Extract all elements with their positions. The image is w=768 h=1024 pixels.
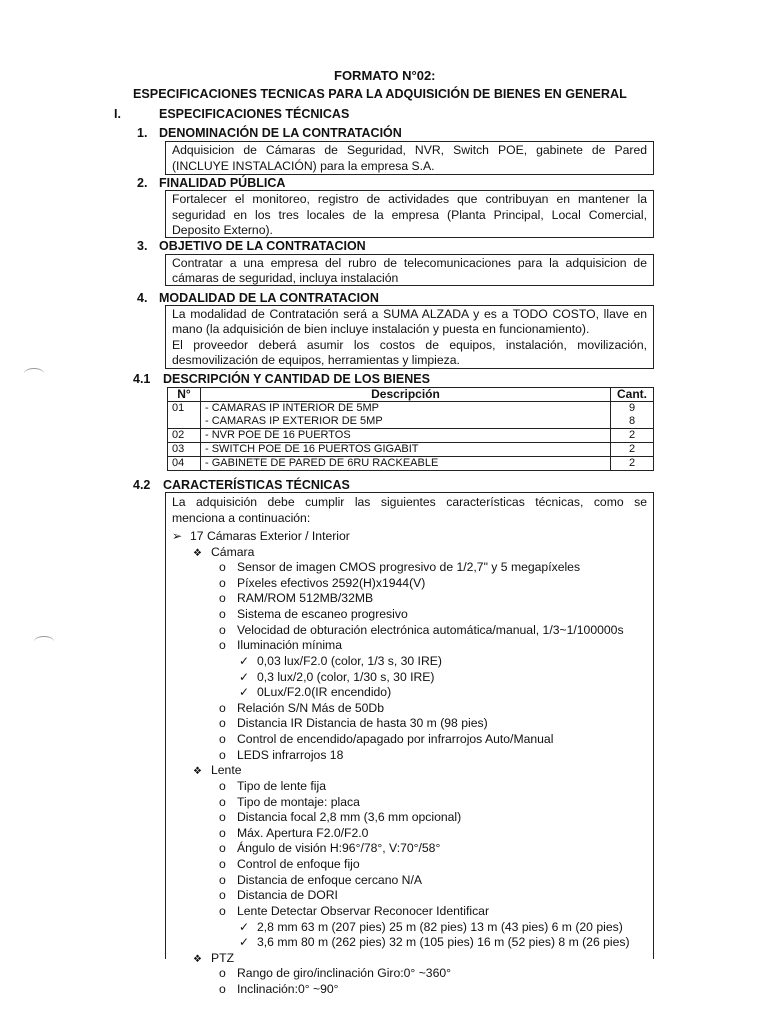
item-description: - CAMARAS IP INTERIOR DE 5MP	[201, 402, 611, 416]
bullet-icon: o	[219, 747, 226, 762]
text-line: seguridad en los tres locales de la empresa (Planta Principal, Local Comercial,	[172, 208, 647, 222]
text-line: (INCLUYE INSTALACIÓN) para la empresa S.A.	[172, 159, 435, 173]
bullet-icon: o	[219, 591, 226, 606]
spec-item-text: PTZ	[211, 950, 235, 965]
bullet-icon: o	[219, 857, 226, 872]
table-row	[168, 402, 654, 416]
item-description: - SWITCH POE DE 16 PUERTOS GIGABIT	[201, 443, 611, 457]
table-row	[168, 457, 654, 471]
text-line: Deposito Externo).	[172, 223, 273, 237]
spec-item-text: Control de encendido/apagado por infrarrojos Auto/Manual	[237, 732, 554, 747]
spec-item-text: Iluminación mínima	[237, 638, 342, 653]
subsection-number: 1.	[137, 126, 148, 140]
bullet-icon: o	[219, 903, 226, 918]
spec-item	[239, 685, 391, 701]
spec-item	[219, 826, 368, 842]
subsection-title: MODALIDAD DE LA CONTRATACION	[159, 291, 379, 305]
subsection-number: 4.2	[133, 478, 151, 492]
contract-name-box	[165, 141, 654, 175]
format-title: FORMATO N°02:	[334, 68, 436, 83]
spec-item	[193, 763, 242, 780]
spec-item-text: 2,8 mm 63 m (207 pies) 25 m (82 pies) 13 m (43 pies) 6 m (20 pies)	[257, 919, 623, 934]
spec-item-text: Sistema de escaneo progresivo	[237, 607, 408, 622]
bullet-icon: o	[219, 794, 226, 809]
spec-item-text: RAM/ROM 512MB/32MB	[237, 591, 374, 606]
item-description: - NVR POE DE 16 PUERTOS	[201, 429, 611, 443]
bullet-icon: ✓	[239, 685, 250, 700]
spec-item	[193, 951, 234, 968]
spec-item-text: Lente Detectar Observar Reconocer Identificar	[237, 903, 489, 918]
subsection-title: DESCRIPCIÓN Y CANTIDAD DE LOS BIENES	[163, 372, 430, 386]
bullet-icon: o	[219, 841, 226, 856]
subsection-title: FINALIDAD PÚBLICA	[159, 176, 286, 190]
spec-item	[219, 591, 373, 607]
bullet-icon: o	[219, 966, 226, 981]
spec-item	[219, 888, 338, 904]
spec-item-text: Relación S/N Más de 50Db	[237, 700, 384, 715]
scan-mark	[24, 368, 44, 379]
subsection-title: DENOMINACIÓN DE LA CONTRATACIÓN	[159, 126, 402, 140]
spec-item	[239, 670, 435, 686]
text-line: La adquisición debe cumplir las siguientes características técnicas, como se	[172, 495, 647, 509]
subsection-number: 4.	[137, 291, 148, 305]
subsection-title: CARACTERÍSTICAS TÉCNICAS	[163, 478, 350, 492]
section-number: I.	[114, 107, 121, 121]
text-line: La modalidad de Contratación será a SUMA ALZADA y es a TODO COSTO, llave en	[172, 307, 647, 321]
spec-item	[219, 810, 461, 826]
spec-item	[219, 576, 425, 592]
bullet-icon: o	[219, 716, 226, 731]
scan-mark	[34, 636, 54, 647]
spec-item	[219, 841, 440, 857]
text-line: El proveedor deberá asumir los costos de equipos, instalación, movilización,	[172, 338, 647, 352]
bullet-icon: o	[219, 607, 226, 622]
spec-item	[219, 857, 360, 873]
text-line: menciona a continuación:	[172, 511, 311, 525]
item-number: 01	[168, 402, 201, 429]
spec-item	[239, 654, 442, 670]
spec-item-text: Sensor de imagen CMOS progresivo de 1/2,7" y 5 megapíxeles	[237, 560, 581, 575]
bullet-icon: o	[219, 575, 226, 590]
spec-item-text: Rango de giro/inclinación Giro:0° ~360°	[237, 966, 452, 981]
spec-item-text: 0,3 lux/2,0 (color, 1/30 s, 30 IRE)	[257, 669, 435, 684]
bullet-icon: o	[219, 560, 226, 575]
spec-item-text: LEDS infrarrojos 18	[237, 747, 344, 762]
purpose-box	[165, 190, 654, 238]
spec-item-text: Tipo de montaje: placa	[237, 794, 360, 809]
bullet-icon: ✓	[239, 653, 250, 668]
spec-item-text: Distancia IR Distancia de hasta 30 m (98 pies)	[237, 716, 488, 731]
technical-specs-box	[165, 492, 654, 996]
spec-item-text: Inclinación:0° ~90°	[237, 981, 339, 996]
document-title: ESPECIFICACIONES TECNICAS PARA LA ADQUISICIÓN DE BIENES EN GENERAL	[133, 87, 627, 101]
item-number: 03	[168, 443, 201, 457]
item-quantity: 2	[611, 457, 654, 471]
spec-item-text: Distancia de enfoque cercano N/A	[237, 872, 422, 887]
spec-item-text: Ángulo de visión H:96°/78°, V:70°/58°	[237, 841, 441, 856]
item-quantity: 8	[611, 415, 654, 429]
bullet-icon: o	[219, 638, 226, 653]
spec-item-text: 0,03 lux/F2.0 (color, 1/3 s, 30 IRE)	[257, 653, 442, 668]
bullet-icon: o	[219, 778, 226, 793]
spec-item-text: Lente	[211, 763, 242, 778]
spec-item	[193, 545, 254, 562]
spec-item	[219, 623, 624, 639]
item-number: 04	[168, 457, 201, 471]
spec-item-text: Velocidad de obturación electrónica automática/manual, 1/3~1/100000s	[237, 622, 624, 637]
spec-item	[219, 795, 360, 811]
item-quantity: 2	[611, 443, 654, 457]
column-header-quantity: Cant.	[611, 388, 654, 402]
spec-item	[172, 529, 350, 545]
spec-item-text: Tipo de lente fija	[237, 778, 326, 793]
goods-table	[167, 387, 654, 471]
table-row	[168, 443, 654, 457]
table-row	[168, 429, 654, 443]
item-quantity: 9	[611, 402, 654, 416]
text-line: Fortalecer el monitoreo, registro de actividades que contribuyan en mantener la	[172, 192, 647, 206]
bullet-icon: ❖	[193, 547, 202, 559]
section-title: ESPECIFICACIONES TÉCNICAS	[159, 107, 350, 121]
spec-item	[219, 982, 339, 998]
text-line: mano (la adquisición de bien incluye instalación y puesta en funcionamiento).	[172, 322, 590, 336]
table-row	[168, 415, 654, 429]
spec-item	[219, 779, 326, 795]
item-description: - GABINETE DE PARED DE 6RU RACKEABLE	[201, 457, 611, 471]
item-number: 02	[168, 429, 201, 443]
spec-item-text: Cámara	[211, 544, 255, 559]
spec-item	[219, 701, 384, 717]
text-line: cámaras de seguridad, incluya instalación	[172, 271, 399, 285]
spec-item	[219, 873, 422, 889]
bullet-icon: o	[219, 825, 226, 840]
objective-box	[165, 254, 654, 286]
bullet-icon: ❖	[193, 953, 202, 965]
subsection-number: 2.	[137, 176, 148, 190]
bullet-icon: o	[219, 810, 226, 825]
item-description: - CAMARAS IP EXTERIOR DE 5MP	[201, 415, 611, 429]
bullet-icon: o	[219, 888, 226, 903]
spec-item-text: 17 Cámaras Exterior / Interior	[190, 529, 350, 543]
spec-item	[219, 966, 451, 982]
bullet-icon: o	[219, 981, 226, 996]
spec-item-text: 3,6 mm 80 m (262 pies) 32 m (105 pies) 16 m (52 pies) 8 m (26 pies)	[257, 935, 630, 950]
bullet-icon: ❖	[193, 766, 202, 778]
text-line: Contratar a una empresa del rubro de telecomunicaciones para la adquisicion de	[172, 256, 647, 270]
spec-item	[239, 935, 630, 951]
spec-item-text: Distancia focal 2,8 mm (3,6 mm opcional)	[237, 810, 462, 825]
spec-item	[219, 560, 580, 576]
spec-item-text: Distancia de DORI	[237, 888, 338, 903]
spec-item	[239, 920, 623, 936]
bullet-icon: o	[219, 872, 226, 887]
bullet-icon: ✓	[239, 669, 250, 684]
spec-item-text: Control de enfoque fijo	[237, 857, 360, 872]
spec-item-text: Máx. Apertura F2.0/F2.0	[237, 825, 369, 840]
subsection-title: OBJETIVO DE LA CONTRATACION	[159, 239, 366, 253]
bullet-icon: o	[219, 732, 226, 747]
spec-item	[219, 716, 488, 732]
spec-item	[219, 904, 489, 920]
text-line: Adquisicion de Cámaras de Seguridad, NVR, Switch POE, gabinete de Pared	[172, 143, 647, 157]
spec-item	[219, 607, 408, 623]
item-quantity: 2	[611, 429, 654, 443]
spec-item	[219, 638, 342, 654]
bullet-icon: ✓	[239, 935, 250, 950]
column-header-number: N°	[168, 388, 201, 402]
text-line: desmovilización de equipos, herramientas y limpieza.	[172, 353, 460, 367]
modality-box	[165, 305, 654, 369]
column-header-description: Descripción	[201, 388, 611, 402]
table-header-row	[168, 388, 654, 402]
subsection-number: 3.	[137, 239, 148, 253]
spec-item	[219, 748, 343, 764]
subsection-number: 4.1	[133, 372, 151, 386]
bullet-icon: o	[219, 622, 226, 637]
spec-item-text: 0Lux/F2.0(IR encendido)	[257, 685, 392, 700]
bullet-icon: o	[219, 700, 226, 715]
bullet-icon: ➢	[172, 529, 183, 543]
spec-item	[219, 732, 553, 748]
spec-item-text: Píxeles efectivos 2592(H)x1944(V)	[237, 575, 426, 590]
bullet-icon: ✓	[239, 919, 250, 934]
